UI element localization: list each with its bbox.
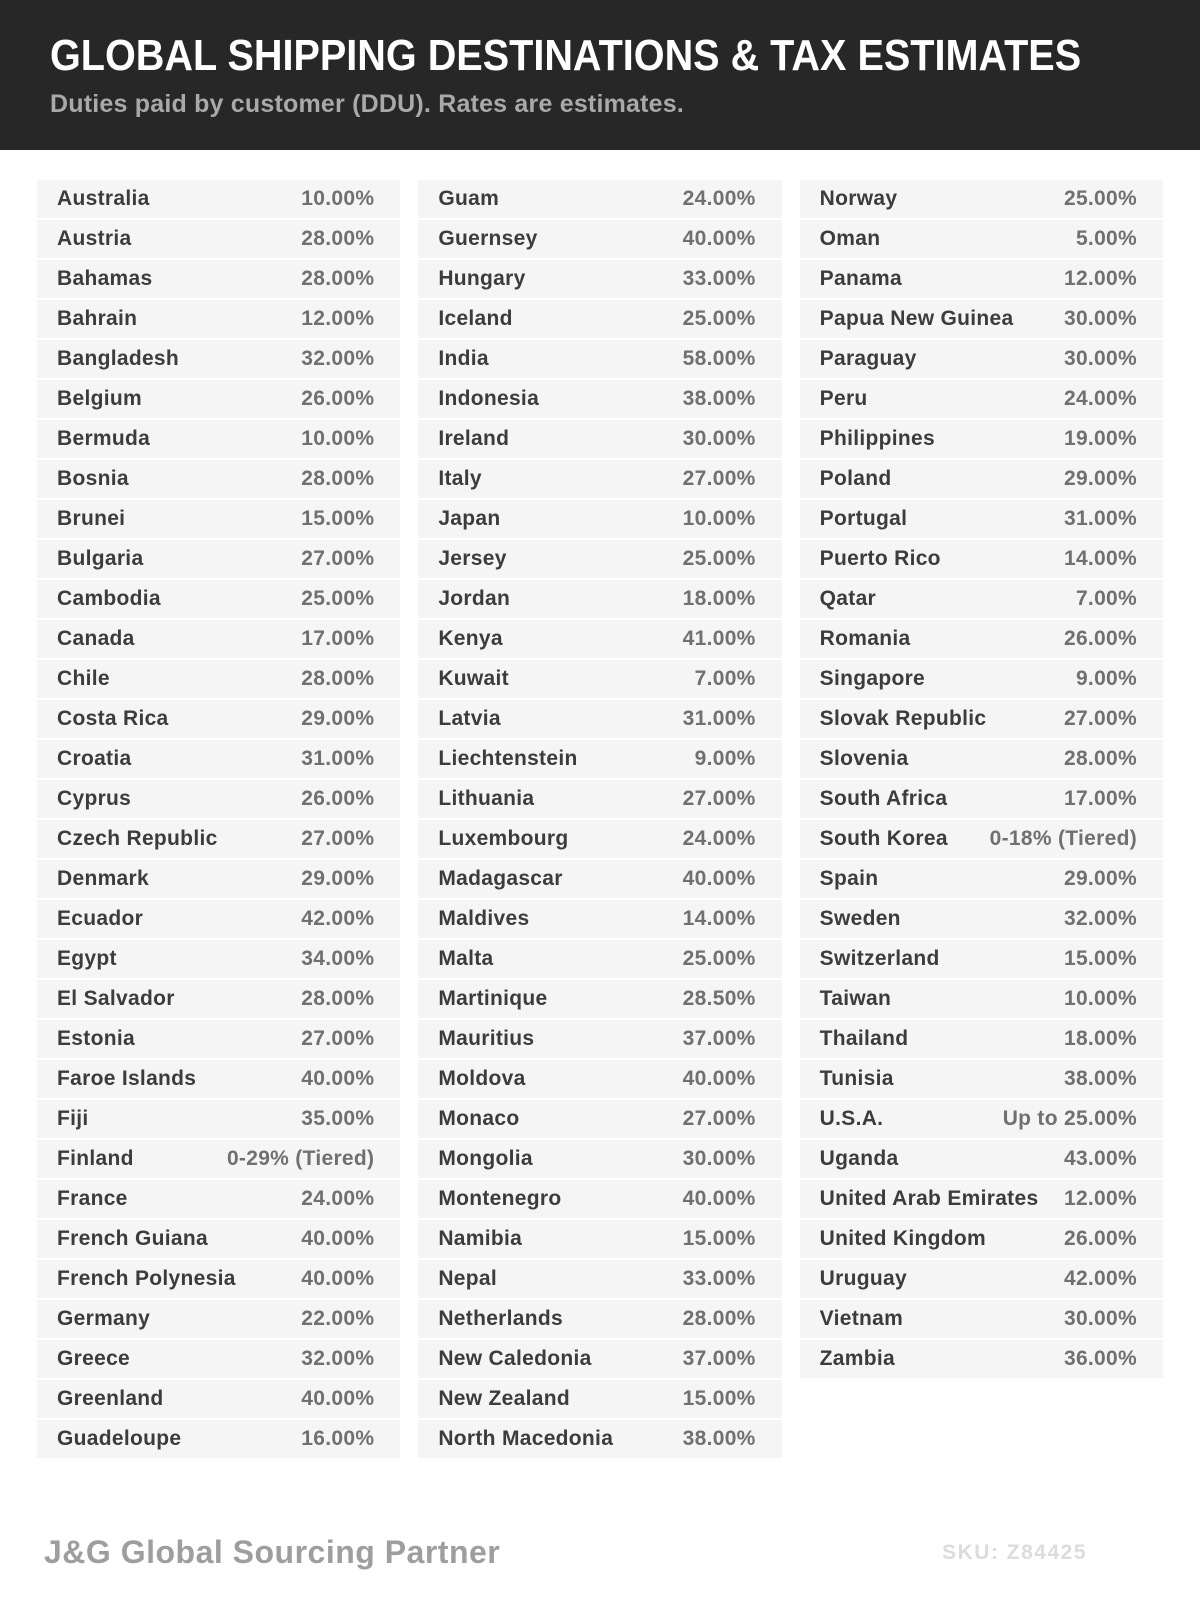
table-row bbox=[418, 340, 781, 378]
rate-value: 40.00% bbox=[682, 227, 756, 250]
country-name: Lithuania bbox=[438, 787, 535, 810]
country-name: Ireland bbox=[438, 427, 510, 450]
table-row bbox=[418, 740, 781, 778]
country-name: Italy bbox=[438, 467, 482, 490]
country-name: Moldova bbox=[438, 1067, 526, 1090]
rate-value: 30.00% bbox=[1063, 347, 1137, 370]
table-row bbox=[418, 380, 781, 418]
rate-value: 40.00% bbox=[301, 1227, 375, 1250]
table-row bbox=[418, 580, 781, 618]
country-name: El Salvador bbox=[57, 987, 175, 1010]
rate-value: 41.00% bbox=[682, 627, 756, 650]
table-row bbox=[800, 1260, 1163, 1298]
table-row bbox=[37, 980, 400, 1018]
rate-value: 40.00% bbox=[682, 1187, 756, 1210]
country-name: Madagascar bbox=[438, 867, 563, 890]
rate-value: 17.00% bbox=[1063, 787, 1137, 810]
rate-value: 10.00% bbox=[1063, 987, 1137, 1010]
rate-value: 31.00% bbox=[682, 707, 756, 730]
table-row bbox=[800, 660, 1163, 698]
table-row bbox=[800, 820, 1163, 858]
rate-value: 26.00% bbox=[301, 387, 375, 410]
table-row bbox=[800, 1100, 1163, 1138]
country-name: Martinique bbox=[438, 987, 548, 1010]
country-name: Philippines bbox=[819, 427, 935, 450]
country-name: North Macedonia bbox=[438, 1427, 614, 1450]
rate-value: 32.00% bbox=[1063, 907, 1137, 930]
country-name: Fiji bbox=[57, 1107, 89, 1130]
country-name: Estonia bbox=[57, 1027, 135, 1050]
page-subtitle: Duties paid by customer (DDU). Rates are estimates. bbox=[50, 89, 685, 118]
country-name: New Caledonia bbox=[438, 1347, 592, 1370]
country-name: Belgium bbox=[57, 387, 142, 410]
country-name: Ecuador bbox=[57, 907, 144, 930]
rate-value: 22.00% bbox=[301, 1307, 375, 1330]
country-name: Liechtenstein bbox=[438, 747, 578, 770]
table-row bbox=[800, 500, 1163, 538]
country-name: Chile bbox=[57, 667, 110, 690]
rate-value: 15.00% bbox=[682, 1227, 756, 1250]
table-row bbox=[37, 460, 400, 498]
table-row bbox=[37, 780, 400, 818]
country-name: Costa Rica bbox=[57, 707, 169, 730]
table-row bbox=[37, 1340, 400, 1378]
rate-value: 14.00% bbox=[1063, 547, 1137, 570]
rate-value: 27.00% bbox=[301, 547, 375, 570]
rate-value: 28.00% bbox=[301, 987, 375, 1010]
table-row bbox=[800, 740, 1163, 778]
table-row bbox=[800, 620, 1163, 658]
rate-value: 30.00% bbox=[1063, 1307, 1137, 1330]
rate-value: 24.00% bbox=[1063, 387, 1137, 410]
rate-value: 28.50% bbox=[682, 987, 756, 1010]
table-row bbox=[37, 340, 400, 378]
rate-value: 12.00% bbox=[1063, 267, 1137, 290]
table-row bbox=[37, 900, 400, 938]
rate-value: 26.00% bbox=[1063, 1227, 1137, 1250]
table-row bbox=[418, 620, 781, 658]
country-name: Kenya bbox=[438, 627, 503, 650]
country-name: Bangladesh bbox=[57, 347, 180, 370]
country-name: Panama bbox=[819, 267, 903, 290]
rate-value: 7.00% bbox=[1075, 587, 1137, 610]
rate-value: 40.00% bbox=[682, 867, 756, 890]
table-row bbox=[37, 740, 400, 778]
country-name: Oman bbox=[819, 227, 881, 250]
country-name: Uruguay bbox=[819, 1267, 907, 1290]
country-name: Jordan bbox=[438, 587, 511, 610]
rate-value: 58.00% bbox=[682, 347, 756, 370]
rate-value: 25.00% bbox=[682, 307, 756, 330]
rate-value: 29.00% bbox=[301, 867, 375, 890]
rate-value: 24.00% bbox=[301, 1187, 375, 1210]
rate-value: 28.00% bbox=[301, 227, 375, 250]
table-row bbox=[418, 1340, 781, 1378]
country-name: Cambodia bbox=[57, 587, 161, 610]
rate-value: 16.00% bbox=[301, 1427, 375, 1450]
rate-value: 40.00% bbox=[301, 1267, 375, 1290]
country-name: Austria bbox=[57, 227, 132, 250]
rate-value: 0-18% (Tiered) bbox=[989, 827, 1137, 850]
country-name: Slovak Republic bbox=[819, 707, 987, 730]
table-row bbox=[800, 220, 1163, 258]
rate-value: 33.00% bbox=[682, 267, 756, 290]
country-name: Cyprus bbox=[57, 787, 132, 810]
country-name: Egypt bbox=[57, 947, 117, 970]
table-row bbox=[800, 540, 1163, 578]
table-row bbox=[37, 1140, 400, 1178]
page-header bbox=[0, 0, 1200, 150]
table-row bbox=[800, 420, 1163, 458]
rate-value: 36.00% bbox=[1063, 1347, 1137, 1370]
table-row bbox=[418, 1420, 781, 1458]
country-name: Qatar bbox=[819, 587, 877, 610]
rate-value: 29.00% bbox=[1063, 867, 1137, 890]
country-name: Malta bbox=[438, 947, 494, 970]
rate-value: 34.00% bbox=[301, 947, 375, 970]
country-name: Luxembourg bbox=[438, 827, 569, 850]
table-row bbox=[418, 420, 781, 458]
country-name: Poland bbox=[819, 467, 892, 490]
rate-value: 30.00% bbox=[682, 427, 756, 450]
rate-value: 7.00% bbox=[694, 667, 756, 690]
rate-value: 40.00% bbox=[682, 1067, 756, 1090]
table-row bbox=[37, 580, 400, 618]
table-row bbox=[37, 380, 400, 418]
table-row bbox=[800, 980, 1163, 1018]
country-name: Guam bbox=[438, 187, 500, 210]
rate-value: 25.00% bbox=[1063, 187, 1137, 210]
table-row bbox=[37, 860, 400, 898]
table-row bbox=[37, 500, 400, 538]
country-name: Brunei bbox=[57, 507, 126, 530]
table-row bbox=[37, 700, 400, 738]
table-row bbox=[800, 700, 1163, 738]
country-name: Thailand bbox=[819, 1027, 909, 1050]
country-name: Monaco bbox=[438, 1107, 520, 1130]
table-row bbox=[418, 780, 781, 818]
rate-value: 25.00% bbox=[301, 587, 375, 610]
country-name: Greenland bbox=[57, 1387, 164, 1410]
rate-value: 31.00% bbox=[1063, 507, 1137, 530]
rate-value: 28.00% bbox=[1063, 747, 1137, 770]
country-name: Bahrain bbox=[57, 307, 138, 330]
country-name: Switzerland bbox=[819, 947, 940, 970]
country-name: United Kingdom bbox=[819, 1227, 987, 1250]
country-name: Iceland bbox=[438, 307, 513, 330]
country-name: Japan bbox=[438, 507, 501, 530]
country-name: Tunisia bbox=[819, 1067, 894, 1090]
rate-value: 27.00% bbox=[301, 1027, 375, 1050]
table-row bbox=[37, 1380, 400, 1418]
rate-value: 27.00% bbox=[682, 467, 756, 490]
country-name: Portugal bbox=[819, 507, 908, 530]
table-row bbox=[37, 540, 400, 578]
country-name: Jersey bbox=[438, 547, 507, 570]
rate-value: 37.00% bbox=[682, 1347, 756, 1370]
rate-value: 27.00% bbox=[682, 787, 756, 810]
country-name: Guadeloupe bbox=[57, 1427, 182, 1450]
table-row bbox=[800, 1060, 1163, 1098]
rate-value: 43.00% bbox=[1063, 1147, 1137, 1170]
rate-value: 28.00% bbox=[301, 267, 375, 290]
rate-value: 9.00% bbox=[694, 747, 756, 770]
country-name: Peru bbox=[819, 387, 868, 410]
table-row bbox=[800, 1180, 1163, 1218]
table-row bbox=[800, 260, 1163, 298]
table-row bbox=[418, 1180, 781, 1218]
country-name: Netherlands bbox=[438, 1307, 563, 1330]
country-name: Uganda bbox=[819, 1147, 899, 1170]
rate-value: 27.00% bbox=[682, 1107, 756, 1130]
table-row bbox=[418, 820, 781, 858]
table-row bbox=[418, 1060, 781, 1098]
table-row bbox=[800, 780, 1163, 818]
table-row bbox=[418, 220, 781, 258]
table-row bbox=[37, 220, 400, 258]
rate-value: 30.00% bbox=[682, 1147, 756, 1170]
table-row bbox=[800, 940, 1163, 978]
rate-value: 26.00% bbox=[1063, 627, 1137, 650]
rate-value: 24.00% bbox=[682, 187, 756, 210]
table-row bbox=[37, 1020, 400, 1058]
rate-column bbox=[37, 180, 400, 1458]
table-row bbox=[418, 700, 781, 738]
table-row bbox=[37, 1300, 400, 1338]
country-name: Singapore bbox=[819, 667, 926, 690]
table-row bbox=[418, 900, 781, 938]
country-name: New Zealand bbox=[438, 1387, 570, 1410]
rates-table bbox=[37, 180, 1163, 1458]
country-name: Bosnia bbox=[57, 467, 129, 490]
country-name: Germany bbox=[57, 1307, 151, 1330]
country-name: Mongolia bbox=[438, 1147, 533, 1170]
table-row bbox=[418, 1380, 781, 1418]
country-name: Finland bbox=[57, 1147, 134, 1170]
country-name: Slovenia bbox=[819, 747, 909, 770]
rate-value: 24.00% bbox=[682, 827, 756, 850]
table-row bbox=[37, 620, 400, 658]
table-row bbox=[37, 300, 400, 338]
rate-value: 28.00% bbox=[301, 667, 375, 690]
table-row bbox=[418, 660, 781, 698]
rate-value: 12.00% bbox=[1063, 1187, 1137, 1210]
table-row bbox=[418, 500, 781, 538]
rate-value: 28.00% bbox=[682, 1307, 756, 1330]
rate-value: 30.00% bbox=[1063, 307, 1137, 330]
country-name: South Africa bbox=[819, 787, 948, 810]
rate-value: 25.00% bbox=[682, 947, 756, 970]
rate-value: 27.00% bbox=[301, 827, 375, 850]
table-row bbox=[37, 260, 400, 298]
table-row bbox=[37, 1220, 400, 1258]
sku-text: SKU: Z84425 bbox=[942, 1541, 1087, 1564]
table-row bbox=[418, 260, 781, 298]
table-row bbox=[418, 1220, 781, 1258]
country-name: United Arab Emirates bbox=[819, 1187, 1039, 1210]
country-name: French Guiana bbox=[57, 1227, 208, 1250]
page-title: GLOBAL SHIPPING DESTINATIONS & TAX ESTIMATES bbox=[50, 30, 1082, 80]
rate-value: 27.00% bbox=[1063, 707, 1137, 730]
rate-value: Up to 25.00% bbox=[1002, 1107, 1137, 1130]
table-row bbox=[37, 940, 400, 978]
country-name: Greece bbox=[57, 1347, 131, 1370]
table-row bbox=[37, 180, 400, 218]
country-name: India bbox=[438, 347, 489, 370]
country-name: Vietnam bbox=[819, 1307, 904, 1330]
rate-column bbox=[800, 180, 1163, 1378]
table-row bbox=[418, 1300, 781, 1338]
table-row bbox=[418, 180, 781, 218]
table-row bbox=[800, 300, 1163, 338]
rate-value: 15.00% bbox=[1063, 947, 1137, 970]
country-name: Namibia bbox=[438, 1227, 523, 1250]
country-name: Bermuda bbox=[57, 427, 151, 450]
country-name: Indonesia bbox=[438, 387, 540, 410]
table-row bbox=[418, 860, 781, 898]
rate-value: 14.00% bbox=[682, 907, 756, 930]
rate-value: 5.00% bbox=[1075, 227, 1137, 250]
table-row bbox=[800, 1140, 1163, 1178]
rate-value: 12.00% bbox=[301, 307, 375, 330]
rate-value: 10.00% bbox=[301, 187, 375, 210]
country-name: Norway bbox=[819, 187, 898, 210]
rate-value: 38.00% bbox=[1063, 1067, 1137, 1090]
table-row bbox=[418, 1260, 781, 1298]
rate-value: 17.00% bbox=[301, 627, 375, 650]
country-name: Paraguay bbox=[819, 347, 917, 370]
table-row bbox=[37, 1260, 400, 1298]
table-row bbox=[800, 900, 1163, 938]
country-name: Croatia bbox=[57, 747, 132, 770]
rate-value: 10.00% bbox=[682, 507, 756, 530]
rate-value: 40.00% bbox=[301, 1387, 375, 1410]
table-row bbox=[418, 1020, 781, 1058]
country-name: U.S.A. bbox=[819, 1107, 884, 1130]
table-row bbox=[37, 660, 400, 698]
rate-value: 18.00% bbox=[682, 587, 756, 610]
table-row bbox=[800, 180, 1163, 218]
rate-value: 31.00% bbox=[301, 747, 375, 770]
country-name: Czech Republic bbox=[57, 827, 218, 850]
table-row bbox=[800, 460, 1163, 498]
rate-value: 37.00% bbox=[682, 1027, 756, 1050]
country-name: Papua New Guinea bbox=[819, 307, 1014, 330]
table-row bbox=[37, 1420, 400, 1458]
rate-value: 38.00% bbox=[682, 1427, 756, 1450]
table-row bbox=[418, 1140, 781, 1178]
country-name: Hungary bbox=[438, 267, 526, 290]
country-name: Canada bbox=[57, 627, 135, 650]
table-row bbox=[37, 820, 400, 858]
country-name: Kuwait bbox=[438, 667, 509, 690]
rate-value: 42.00% bbox=[301, 907, 375, 930]
rate-value: 15.00% bbox=[682, 1387, 756, 1410]
rate-column bbox=[418, 180, 781, 1458]
rate-value: 18.00% bbox=[1063, 1027, 1137, 1050]
country-name: Bulgaria bbox=[57, 547, 144, 570]
table-row bbox=[800, 1340, 1163, 1378]
country-name: Romania bbox=[819, 627, 911, 650]
rate-value: 38.00% bbox=[682, 387, 756, 410]
table-row bbox=[418, 460, 781, 498]
rate-value: 35.00% bbox=[301, 1107, 375, 1130]
country-name: Spain bbox=[819, 867, 879, 890]
country-name: Sweden bbox=[819, 907, 901, 930]
country-name: Montenegro bbox=[438, 1187, 562, 1210]
rate-value: 29.00% bbox=[301, 707, 375, 730]
country-name: Puerto Rico bbox=[819, 547, 941, 570]
rate-value: 25.00% bbox=[682, 547, 756, 570]
country-name: France bbox=[57, 1187, 128, 1210]
country-name: Maldives bbox=[438, 907, 530, 930]
country-name: South Korea bbox=[819, 827, 948, 850]
country-name: French Polynesia bbox=[57, 1267, 236, 1290]
table-row bbox=[37, 1060, 400, 1098]
table-row bbox=[800, 860, 1163, 898]
rate-value: 42.00% bbox=[1063, 1267, 1137, 1290]
table-row bbox=[418, 540, 781, 578]
table-row bbox=[800, 1220, 1163, 1258]
table-row bbox=[800, 1300, 1163, 1338]
table-row bbox=[800, 380, 1163, 418]
table-row bbox=[418, 980, 781, 1018]
rate-value: 26.00% bbox=[301, 787, 375, 810]
table-row bbox=[37, 1180, 400, 1218]
brand-text: J&G Global Sourcing Partner bbox=[44, 1534, 501, 1570]
rate-value: 10.00% bbox=[301, 427, 375, 450]
table-row bbox=[418, 940, 781, 978]
country-name: Bahamas bbox=[57, 267, 153, 290]
table-row bbox=[800, 1020, 1163, 1058]
table-row bbox=[418, 1100, 781, 1138]
country-name: Latvia bbox=[438, 707, 501, 730]
rate-value: 32.00% bbox=[301, 347, 375, 370]
table-row bbox=[800, 580, 1163, 618]
table-row bbox=[418, 300, 781, 338]
country-name: Taiwan bbox=[819, 987, 892, 1010]
rate-value: 9.00% bbox=[1075, 667, 1137, 690]
rate-value: 15.00% bbox=[301, 507, 375, 530]
rate-value: 28.00% bbox=[301, 467, 375, 490]
country-name: Denmark bbox=[57, 867, 149, 890]
table-row bbox=[37, 1100, 400, 1138]
table-row bbox=[37, 420, 400, 458]
rate-value: 32.00% bbox=[301, 1347, 375, 1370]
country-name: Zambia bbox=[819, 1347, 895, 1370]
country-name: Australia bbox=[57, 187, 150, 210]
country-name: Mauritius bbox=[438, 1027, 535, 1050]
rate-value: 0-29% (Tiered) bbox=[226, 1147, 375, 1170]
country-name: Guernsey bbox=[438, 227, 538, 250]
country-name: Faroe Islands bbox=[57, 1067, 197, 1090]
rate-value: 40.00% bbox=[301, 1067, 375, 1090]
country-name: Nepal bbox=[438, 1267, 498, 1290]
rate-value: 19.00% bbox=[1063, 427, 1137, 450]
rate-value: 29.00% bbox=[1063, 467, 1137, 490]
rate-value: 33.00% bbox=[682, 1267, 756, 1290]
table-row bbox=[800, 340, 1163, 378]
